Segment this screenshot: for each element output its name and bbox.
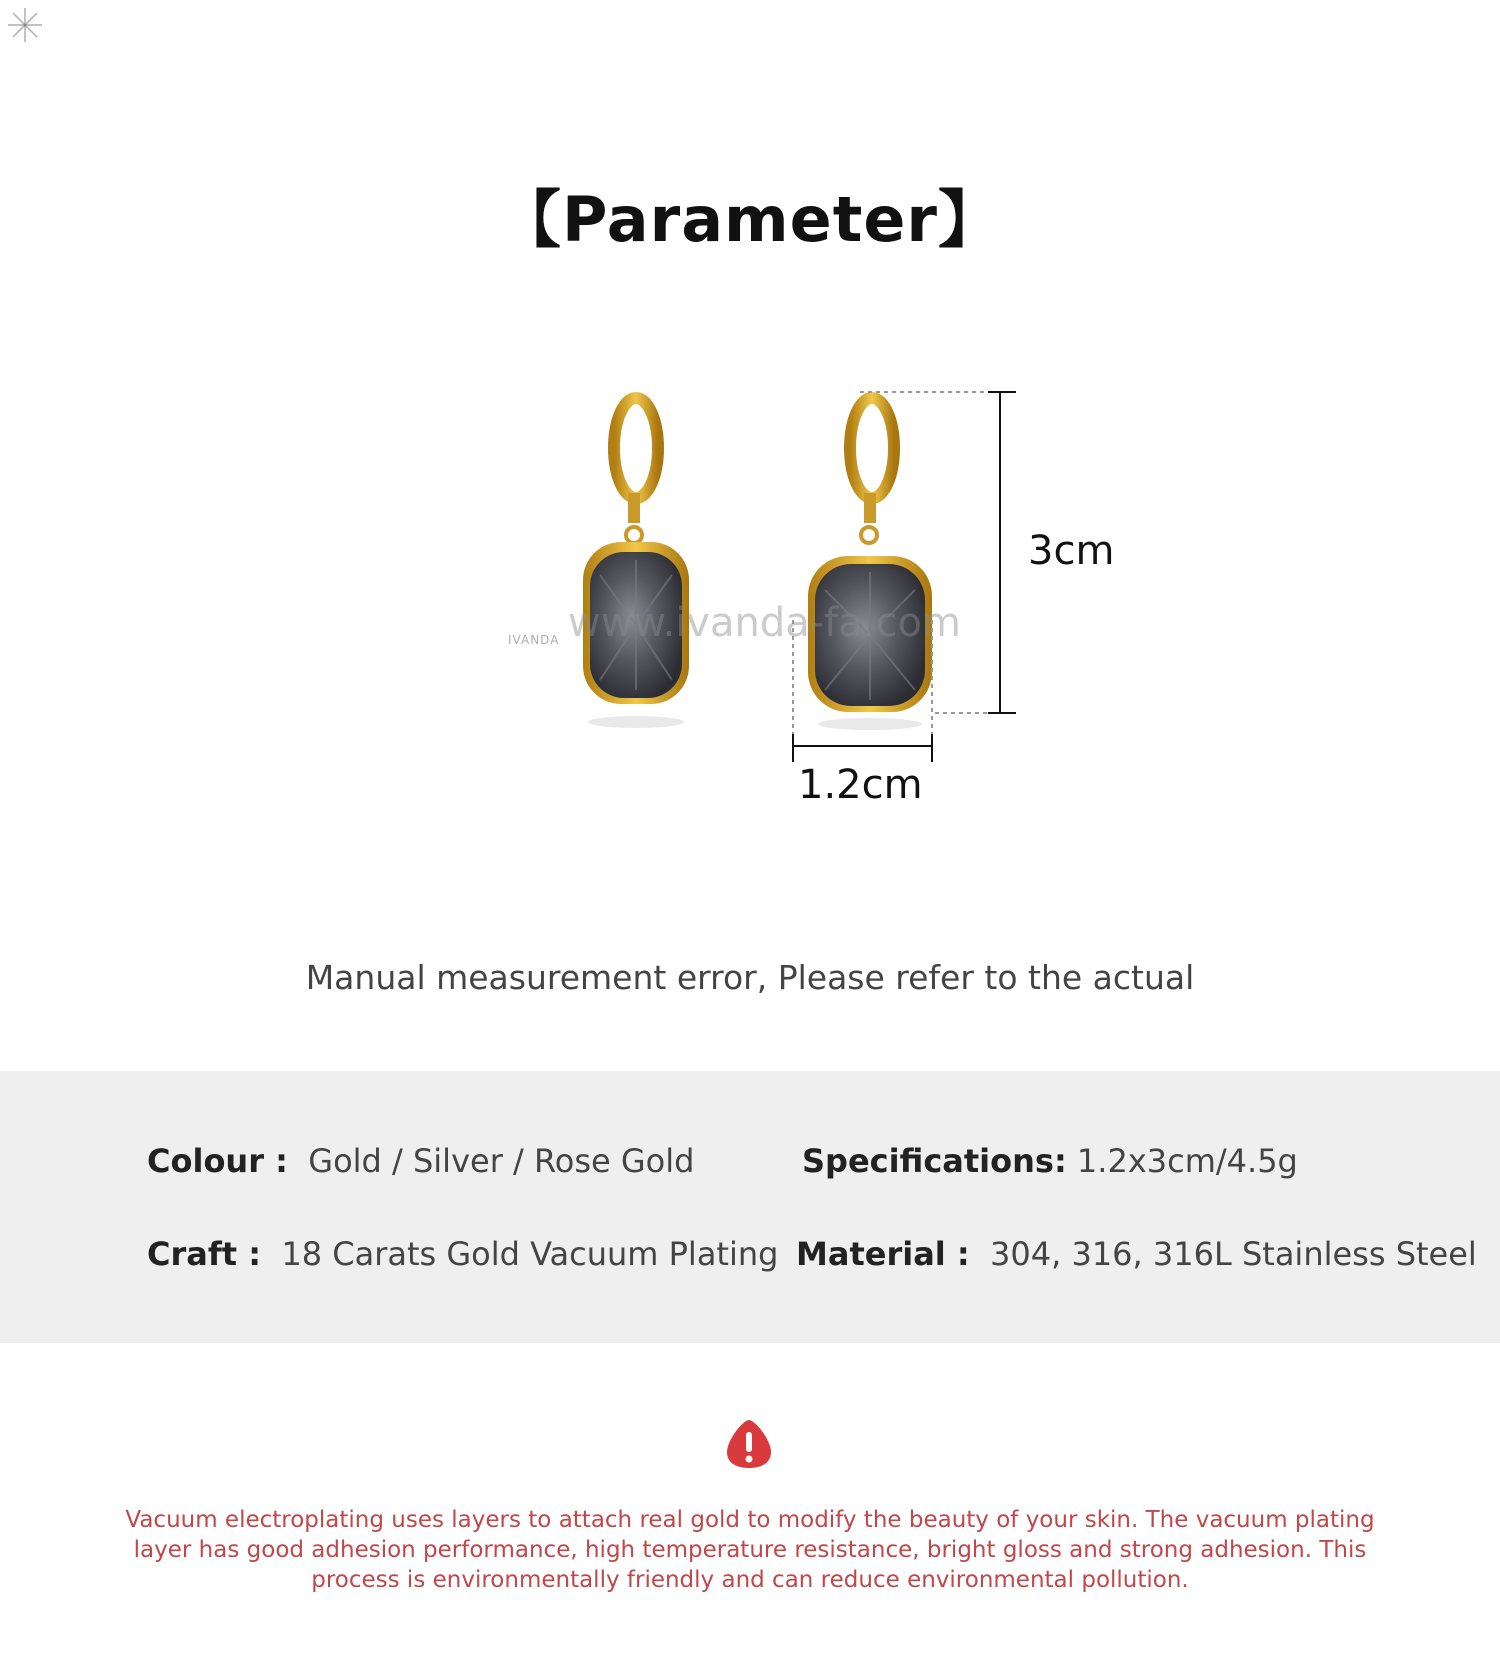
spec-craft-value: 18 Carats Gold Vacuum Plating <box>281 1235 779 1273</box>
spec-specifications-key: Specifications: <box>802 1142 1067 1180</box>
width-label: 1.2cm <box>798 762 923 808</box>
height-label: 3cm <box>1028 528 1115 574</box>
left-earring <box>583 398 689 728</box>
spec-colour-value: Gold / Silver / Rose Gold <box>308 1142 695 1180</box>
spec-craft-key: Craft : <box>147 1235 262 1273</box>
spec-panel <box>0 1071 1500 1343</box>
watermark-brand: IVANDA <box>508 633 560 647</box>
spec-craft <box>147 1235 778 1273</box>
spec-material-key: Material : <box>796 1235 970 1273</box>
page-title: 【Parameter】 <box>499 183 1001 256</box>
spec-material <box>796 1235 1477 1273</box>
brand-star-icon <box>0 0 50 70</box>
spec-specifications-value: 1.2x3cm/4.5g <box>1076 1142 1298 1180</box>
spec-specifications <box>802 1142 1298 1180</box>
watermark-url: www.ivanda-fa.com <box>568 600 961 646</box>
spec-colour <box>147 1142 694 1180</box>
spec-colour-key: Colour : <box>147 1142 288 1180</box>
warning-text: Vacuum electroplating uses layers to attach real gold to modify the beauty of your skin. The vacuum plating layer has good adhesion performance, high temperature resistance, bright gloss and strong adhesion. This process is environmentally friendly and can reduce environmental pollution. <box>125 1507 1375 1593</box>
measurement-note: Manual measurement error, Please refer to the actual <box>305 958 1195 997</box>
right-earring <box>808 398 932 730</box>
exclamation-warning-icon <box>725 1418 773 1470</box>
spec-material-value: 304, 316, 316L Stainless Steel <box>990 1235 1477 1273</box>
